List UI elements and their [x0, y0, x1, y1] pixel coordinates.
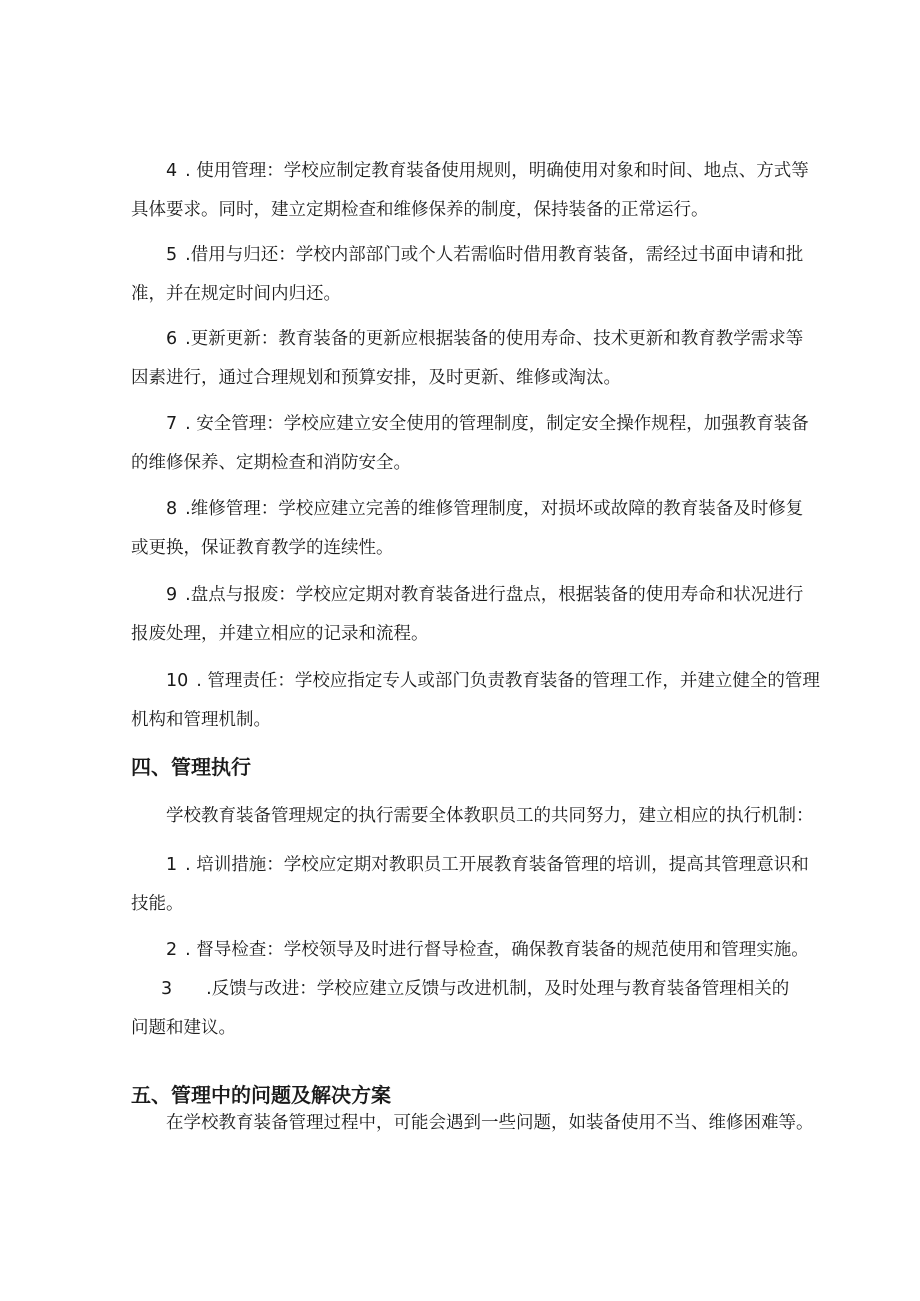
item-text-line1: . 督导检查：学校领导及时进行督导检查，确保教育装备的规范使用和管理实施。 [185, 940, 809, 960]
item-text-line2: 准，并在规定时间内归还。 [131, 284, 341, 304]
list-item [131, 931, 809, 970]
item-text-line2: 技能。 [131, 894, 184, 914]
list-item [131, 405, 809, 483]
item-number: 1 [166, 855, 178, 875]
item-text-line1: .反馈与改进：学校应建立反馈与改进机制，及时处理与教育装备管理相关的 [206, 979, 790, 999]
list-item [131, 236, 804, 314]
item-text-line1: .更新更新：教育装备的更新应根据装备的使用寿命、技术更新和教育教学需求等 [185, 329, 804, 349]
item-number: 8 [166, 499, 178, 519]
item-number: 4 [166, 161, 178, 181]
item-text-line2: 问题和建议。 [131, 1018, 236, 1038]
list-item [131, 662, 820, 740]
list-item [131, 846, 809, 924]
item-text-line2: 机构和管理机制。 [131, 710, 271, 730]
item-text-line1: .盘点与报废：学校应定期对教育装备进行盘点，根据装备的使用寿命和状况进行 [185, 585, 804, 605]
section-intro: 在学校教育装备管理过程中，可能会遇到一些问题，如装备使用不当、维修困难等。 [166, 1113, 814, 1133]
item-text-line1: .借用与归还：学校内部部门或个人若需临时借用教育装备，需经过书面申请和批 [185, 245, 804, 265]
item-text-line1: . 使用管理：学校应制定教育装备使用规则，明确使用对象和时间、地点、方式等 [185, 161, 809, 181]
item-number: 5 [166, 245, 178, 265]
item-text-line1: . 安全管理：学校应建立安全使用的管理制度，制定安全操作规程，加强教育装备 [185, 414, 809, 434]
item-text-line2: 报废处理，并建立相应的记录和流程。 [131, 624, 429, 644]
item-number: 2 [166, 940, 178, 960]
list-item [131, 320, 804, 398]
section-intro: 学校教育装备管理规定的执行需要全体教职员工的共同努力，建立相应的执行机制： [166, 806, 814, 826]
item-number: 6 [166, 329, 178, 349]
list-item [131, 490, 804, 568]
list-item [131, 970, 795, 1048]
item-text-line1: .维修管理：学校应建立完善的维修管理制度，对损坏或故障的教育装备及时修复 [185, 499, 804, 519]
item-text-line2: 的维修保养、定期检查和消防安全。 [131, 453, 411, 473]
item-text-line1: . 培训措施：学校应定期对教职员工开展教育装备管理的培训，提高其管理意识和 [185, 855, 809, 875]
item-text-line2: 因素进行，通过合理规划和预算安排，及时更新、维修或淘汰。 [131, 368, 621, 388]
item-number: 3 [161, 979, 173, 999]
item-text-line1: . 管理责任：学校应指定专人或部门负责教育装备的管理工作，并建立健全的管理 [196, 671, 820, 691]
item-number: 7 [166, 414, 178, 434]
list-item [131, 152, 809, 230]
item-text-line2: 或更换，保证教育教学的连续性。 [131, 538, 394, 558]
item-text-line2: 具体要求。同时，建立定期检查和维修保养的制度，保持装备的正常运行。 [131, 200, 709, 220]
list-item [131, 576, 804, 654]
item-number: 10 [166, 671, 189, 691]
item-number: 9 [166, 585, 178, 605]
section-heading: 五、管理中的问题及解决方案 [131, 1083, 391, 1107]
section-heading: 四、管理执行 [131, 755, 251, 779]
